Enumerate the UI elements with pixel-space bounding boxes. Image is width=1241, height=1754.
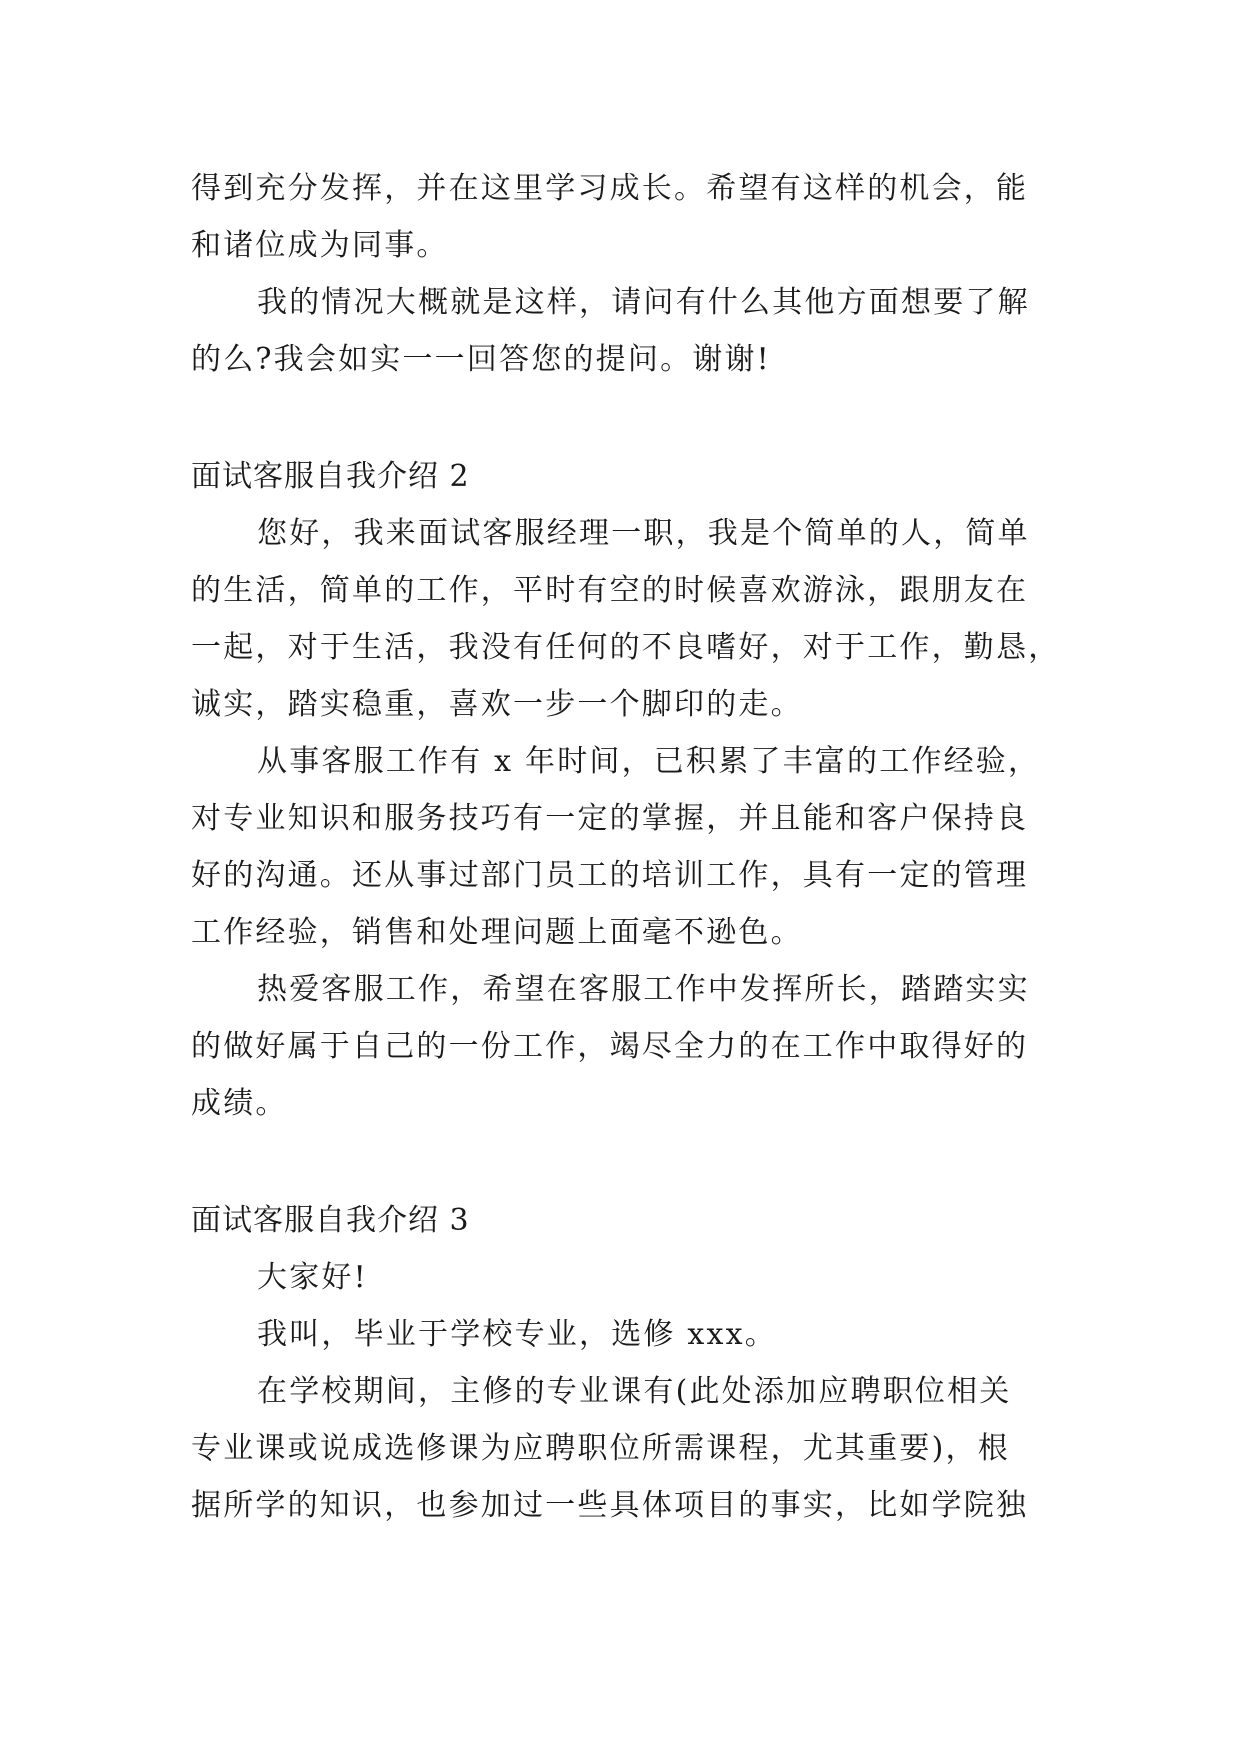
paragraph-line: 在学校期间，主修的专业课有(此处添加应聘职位相关	[257, 1374, 1012, 1409]
paragraph-line: 热爱客服工作，希望在客服工作中发挥所长，踏踏实实	[257, 972, 1030, 1007]
paragraph-line: 您好，我来面试客服经理一职，我是个简单的人，简单	[257, 516, 1030, 551]
paragraph-line: 和诸位成为同事。	[191, 228, 449, 263]
document-page	[191, 160, 1059, 1534]
paragraph-line: 的么?我会如实一一回答您的提问。谢谢!	[191, 342, 771, 377]
section-gap	[191, 388, 1059, 448]
paragraph-line: 我的情况大概就是这样，请问有什么其他方面想要了解	[257, 285, 1030, 320]
paragraph-line: 我叫，毕业于学校专业，选修 xxx。	[257, 1317, 777, 1352]
paragraph-line: 专业课或说成选修课为应聘职位所需课程，尤其重要)，根	[191, 1431, 1010, 1466]
paragraph-line: 一起，对于生活，我没有任何的不良嗜好，对于工作，勤恳，	[191, 630, 1061, 665]
paragraph-line: 据所学的知识，也参加过一些具体项目的事实，比如学院独	[191, 1488, 1029, 1523]
section-heading: 面试客服自我介绍 3	[191, 1203, 470, 1238]
paragraph-line: 诚实，踏实稳重，喜欢一步一个脚印的走。	[191, 687, 803, 722]
paragraph-line: 得到充分发挥，并在这里学习成长。希望有这样的机会，能	[191, 171, 1029, 206]
paragraph-line: 从事客服工作有 x 年时间，已积累了丰富的工作经验，	[257, 744, 1041, 779]
paragraph-line: 的做好属于自己的一份工作，竭尽全力的在工作中取得好的	[191, 1029, 1029, 1064]
paragraph-line: 工作经验，销售和处理问题上面毫不逊色。	[191, 915, 803, 950]
section-heading: 面试客服自我介绍 2	[191, 459, 470, 494]
paragraph-line: 成绩。	[191, 1086, 288, 1121]
section-gap	[191, 1132, 1059, 1192]
paragraph-line: 对专业知识和服务技巧有一定的掌握，并且能和客户保持良	[191, 801, 1029, 836]
paragraph-line: 的生活，简单的工作，平时有空的时候喜欢游泳，跟朋友在	[191, 573, 1029, 608]
paragraph-line: 好的沟通。还从事过部门员工的培训工作，具有一定的管理	[191, 858, 1029, 893]
paragraph-line: 大家好!	[257, 1260, 368, 1295]
